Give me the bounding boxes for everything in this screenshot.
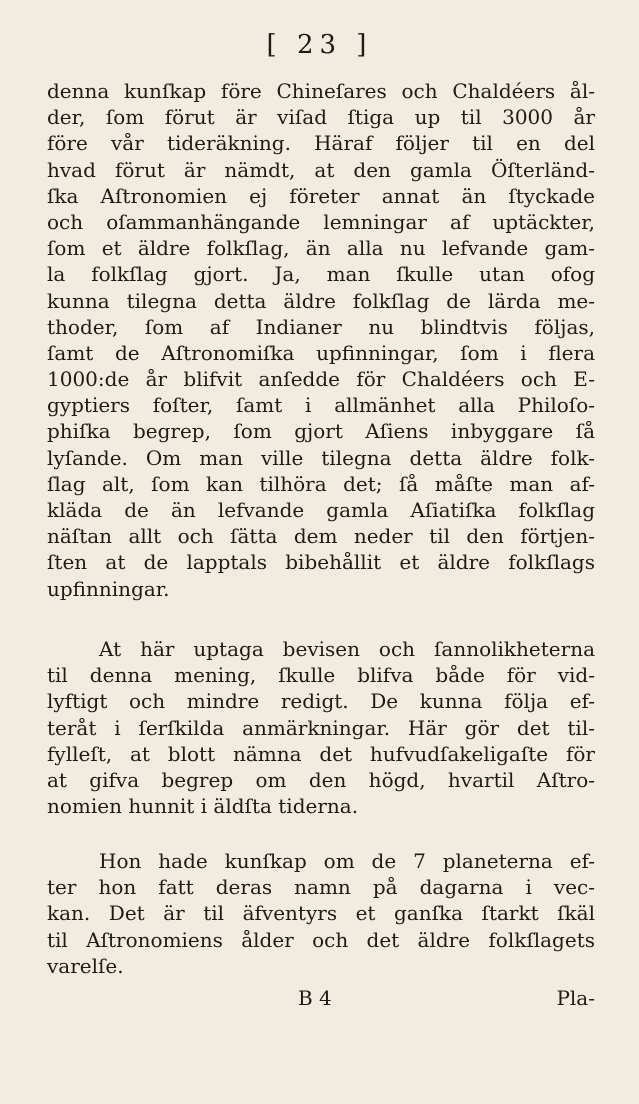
text-line: näſtan allt och ſätta dem neder til den förtjen- [47,524,595,549]
text-line: til denna mening, ſkulle blifva både för vid- [47,663,595,688]
text-line: varelſe. [47,953,124,978]
text-line: Hon hade kunſkap om de 7 planeterna ef- [99,849,595,873]
text-line: kläda de än lefvande gamla Aſiatiſka folkſlag [47,498,595,522]
page-number: [ 23 ] [266,30,373,60]
text-line: kan. Det är til äfventyrs et ganſka ſtarkt ſkäl [47,901,595,926]
paragraph-3 [47,848,595,979]
text-line: ter hon fatt deras namn på dagarna i vec- [47,875,595,900]
catchword: Pla- [556,986,595,1010]
text-line: ſten at de lapptals bibehållit et äldre folkſlags [47,550,595,575]
text-line: före vår tideräkning. Häraf följer til en del [47,131,595,156]
page-footer [0,986,639,1016]
text-line: upfinningar. [47,576,170,601]
text-line: til Aſtronomiens ålder och det äldre folkſlagets [47,927,595,952]
text-line: thoder, ſom af Indianer nu blindtvis följas, [47,314,595,339]
text-line: 1000:de år blifvit anſedde för Chaldéers och E- [47,367,595,392]
text-line: denna kunſkap före Chineſares och Chaldéers ål- [47,79,595,103]
text-line: ſlag alt, ſom kan tilhöra det; ſå måſte man af- [47,471,595,496]
text-line: fylleſt, at blott nämna det hufvudſakeligaſte för [47,741,595,766]
text-line: phiſka begrep, ſom gjort Aſiens inbyggare ſå [47,419,595,444]
paragraph-1 [47,78,595,602]
text-line: och oſammanhängande lemningar af uptäckter, [47,209,595,234]
text-line: lyſande. Om man ville tilegna detta äldre folk- [47,445,595,470]
signature-mark: B 4 [298,986,332,1010]
text-line: kunna tilegna detta äldre folkſlag de lärda me- [47,288,595,313]
text-line: la folkſlag gjort. Ja, man ſkulle utan ofog [47,262,595,287]
text-line: teråt i ſerſkilda anmärkningar. Här gör det til- [47,715,595,740]
text-line: gyptiers foſter, ſamt i allmänhet alla Philoſo- [47,393,595,418]
text-line: hvad förut är nämdt, at den gamla Öſterländ- [47,157,595,182]
text-line: lyftigt och mindre redigt. De kunna följa ef- [47,689,595,714]
text-line: at gifva begrep om den högd, hvartil Aſtro- [47,767,595,792]
text-line: der, ſom förut är viſad ſtiga up til 3000 år [47,105,595,130]
text-line: ſka Aſtronomien ej företer annat än ſtyckade [47,183,595,208]
paragraph-2 [47,636,595,819]
text-line: ſamt de Aſtronomiſka upfinningar, ſom i flera [47,340,595,365]
text-line: nomien hunnit i äldſta tiderna. [47,794,359,819]
text-line: ſom et äldre folkſlag, än alla nu lefvande gam- [47,236,595,261]
text-line: At här uptaga bevisen och ſannolikheterna [99,637,595,661]
